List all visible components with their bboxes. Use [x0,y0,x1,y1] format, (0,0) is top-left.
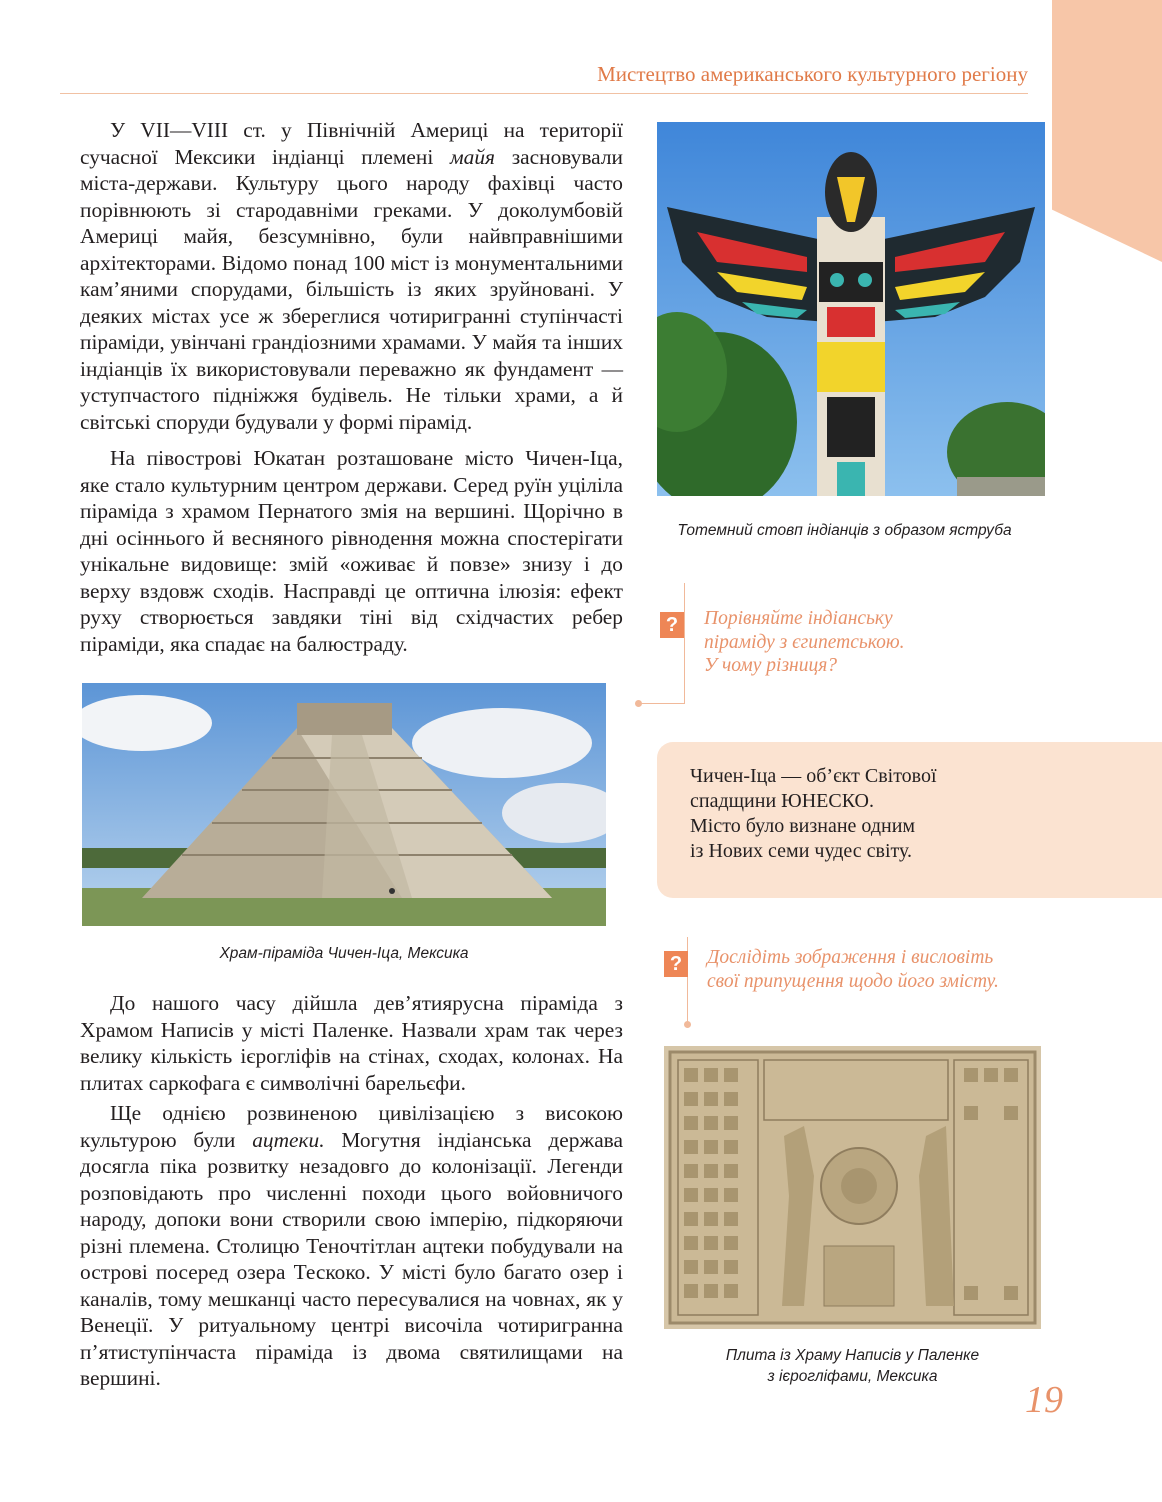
term-maya: майя [450,144,496,169]
q1-dot [635,700,642,707]
running-title: Мистецтво американського культурного регіону [60,62,1028,94]
info-box-text: Чичен-Іца — об’єкт Світової спадщини ЮНЕСКО. Місто було визнане одним із Нових семи чудес світу. [690,765,937,862]
paragraphs-top [80,117,623,657]
totem-caption: Тотемний стовп індіанців з образом яструба [677,522,1012,539]
corner-tab [1052,0,1162,262]
paragraphs-bottom [80,990,623,1392]
question-icon: ? [660,612,684,638]
q2-dot [684,1021,691,1028]
question-icon-2: ? [664,951,688,977]
paragraph-2: На півострові Юкатан розташоване місто Чичен-Іца, яке стало культурним центром держави. Серед руїн уціліла піраміда з храмом Пернатого змія на вершині. Щорічно в дні осіннього й весняного рівнодення можна спостерігати унікальне видовище: змій «оживає й повзе» знизу і до верху вздовж сходів. Насправді це оптична ілюзія: ефект руху створюється завдяки тіні від східчастих ребер піраміди, яка спадає на балюстраду. [80,446,623,656]
q1-rule-h [638,703,685,704]
paragraph-4: Ще однією розвиненою цивілізацією з високою культурою були ацтеки. Могутня індіанська держава досягла піка розвитку незадовго до колонізації. Легенди розповідають про численні походи цього войовничого народу, допоки вони створили свою імперію, підкоряючи різні племена. Столицю Теночтітлан ацтеки побудували на острові посеред озера Тескоко. У місті було багато озер і каналів, тому мешканці часто пересувалися на човнах, як у Венеції. У ритуальному центрі височіла чотиригранна п’ятиступінчаста піраміда із двома святилищами на вершині. [80,1101,623,1390]
pyramid-photo [82,683,606,926]
term-aztecs: ацтеки. [252,1127,325,1152]
slab-photo [664,1046,1041,1329]
q1-rule [684,583,685,703]
paragraph-3: До нашого часу дійшла дев’ятиярусна піраміда з Храмом Написів у місті Паленке. Назвали храм так через велику кількість ієрогліфів на стінах, сходах, колонах. На плитах саркофага є символічні барельєфи. [80,991,623,1095]
paragraph-1: У VII—VIII ст. у Північній Америці на території сучасної Мексики індіанці племені майя засновували міста-держави. Культуру цього народу фахівці часто порівнюють зі стародавніми греками. У доколумбовій Америці майя, безсумнівно, були найвправнішими архітекторами. Відомо понад 100 міст із монументальними кам’яними спорудами, більшість із яких зруйновані. У деяких містах усе ж збереглися чотиригранні ступінчасті піраміди, увінчані грандіозними храмами. У майя та інших індіанців їх використовували переважно як фундамент — уступчастого підніжжя будівель. Не тільки храми, а й світські споруди будували у формі пірамід. [80,118,623,434]
slab-caption: Плита із Храму Написів у Паленке з ієрогліфами, Мексика [725,1347,980,1385]
question-1: Порівняйте індіанську піраміду з єгипетською. У чому різниця? [704,608,905,676]
question-2: Дослідіть зображення і висловіть свої припущення щодо його змісту. [707,947,999,992]
pyramid-caption: Храм-піраміда Чичен-Іца, Мексика [219,945,469,962]
totem-photo [657,122,1045,496]
page-number: 19 [1025,1379,1063,1421]
